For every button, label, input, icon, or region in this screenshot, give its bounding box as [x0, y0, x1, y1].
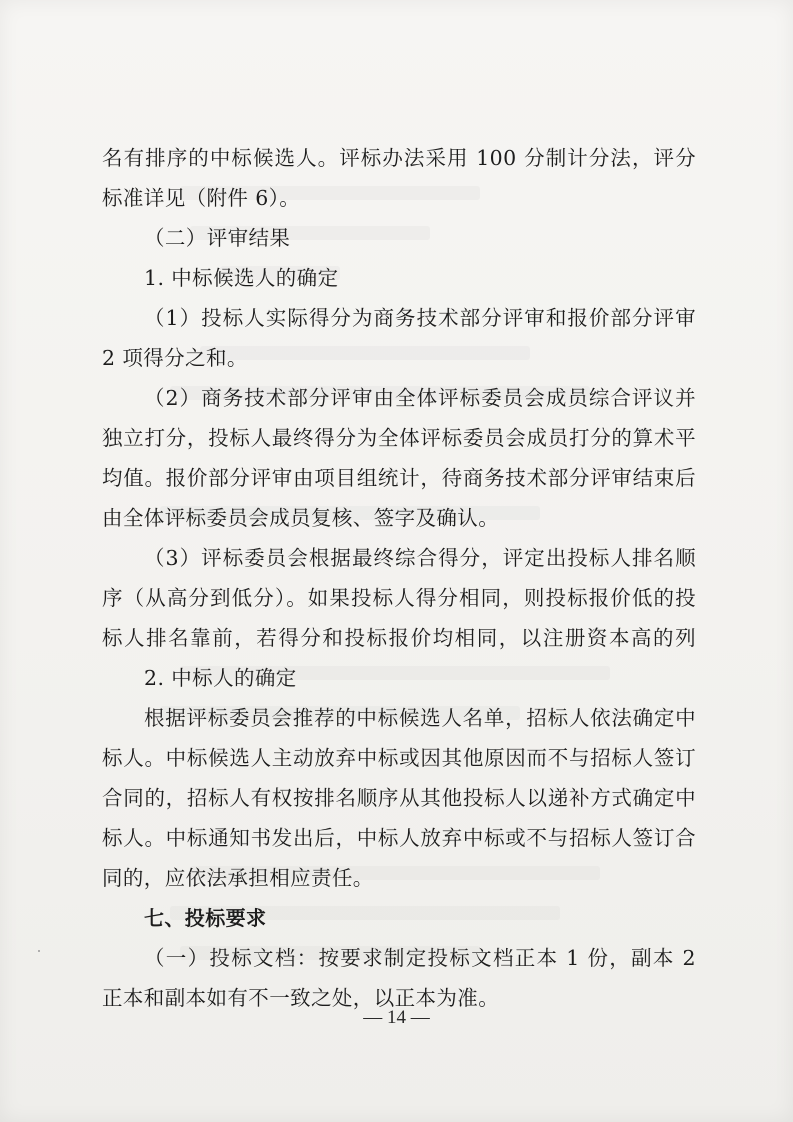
paragraph-line: 序（从高分到低分）。如果投标人得分相同，则投标报价低的投 [102, 586, 696, 610]
scan-speck [38, 950, 40, 952]
paragraph-line: 根据评标委员会推荐的中标候选人名单，招标人依法确定中 [144, 706, 696, 730]
paragraph-line: 合同的，招标人有权按排名顺序从其他投标人以递补方式确定中 [102, 786, 696, 810]
paragraph-line: （2）商务技术部分评审由全体评标委员会成员综合评议并 [144, 386, 696, 410]
section-subheading: （二）评审结果 [144, 226, 291, 250]
paragraph-line: 2 项得分之和。 [102, 346, 248, 370]
paragraph-line: （1）投标人实际得分为商务技术部分评审和报价部分评审 [144, 306, 696, 330]
paragraph-line: 标准详见（附件 6）。 [102, 186, 301, 210]
paragraph-line: 名有排序的中标候选人。评标办法采用 100 分制计分法，评分 [102, 146, 696, 170]
subsection-heading: 1. 中标候选人的确定 [144, 266, 339, 290]
paragraph-line: 独立打分，投标人最终得分为全体评标委员会成员打分的算术平 [102, 426, 696, 450]
paragraph-line: 同的，应依法承担相应责任。 [102, 866, 374, 890]
paragraph-line: 均值。报价部分评审由项目组统计，待商务技术部分评审结束后 [102, 466, 696, 490]
paragraph-line: 由全体评标委员会成员复核、签字及确认。 [102, 506, 500, 530]
paragraph-line: （一）投标文档：按要求制定投标文档正本 1 份，副本 2 [144, 946, 696, 970]
paragraph-line: 标人排名靠前，若得分和投标报价均相同，以注册资本高的列 [102, 626, 696, 650]
paragraph-line: （3）评标委员会根据最终综合得分，评定出投标人排名顺 [144, 546, 696, 570]
page-number: — 14 — [363, 1007, 430, 1028]
paragraph-line: 标人。中标候选人主动放弃中标或因其他原因而不与招标人签订 [102, 746, 696, 770]
section-heading: 七、投标要求 [144, 906, 267, 930]
paragraph-line: 标人。中标通知书发出后，中标人放弃中标或不与招标人签订合 [102, 826, 696, 850]
subsection-heading: 2. 中标人的确定 [144, 666, 297, 690]
paragraph-line: 正本和副本如有不一致之处，以正本为准。 [102, 986, 500, 1010]
